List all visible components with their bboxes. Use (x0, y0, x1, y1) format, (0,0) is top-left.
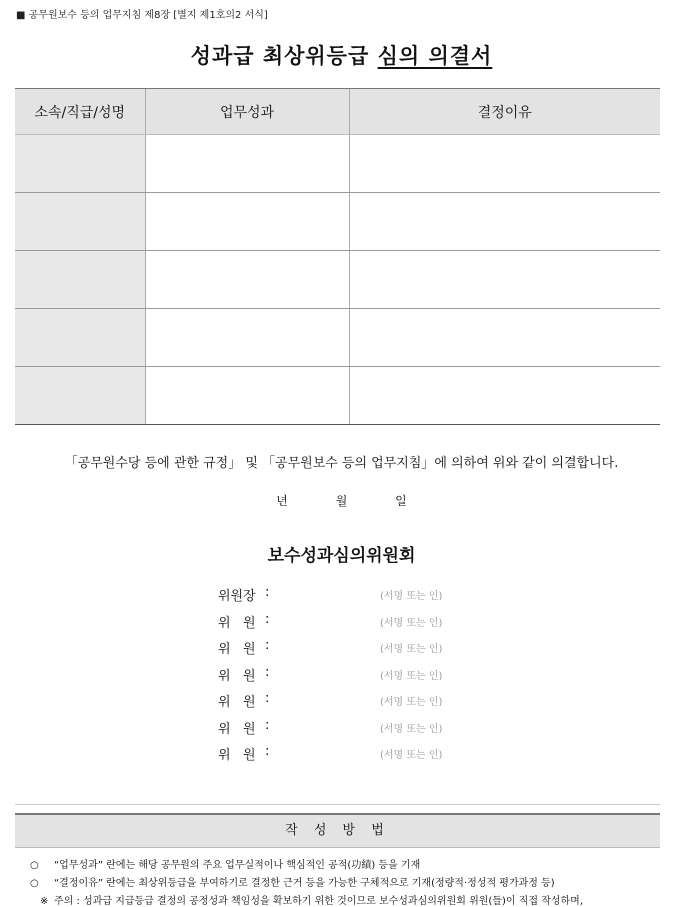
member-role: 위 원 (218, 695, 256, 710)
note-text: “업무성과” 란에는 해당 공무원의 주요 업무실적이나 핵심적인 공적(功績) 등을 기재 (54, 860, 421, 871)
member-row (218, 665, 478, 692)
table-header-row (15, 89, 660, 135)
table-row (15, 193, 660, 251)
member-row (218, 638, 478, 665)
table-row (15, 251, 660, 309)
member-row (218, 744, 478, 771)
instruction-note (40, 892, 583, 907)
bullet-icon: ○ (30, 860, 39, 871)
member-colon: : (265, 664, 270, 680)
title-part1: 성과급 최상위등급 (190, 44, 378, 68)
member-row (218, 718, 478, 745)
cell-reason[interactable] (349, 193, 660, 251)
member-row (218, 585, 478, 612)
cell-performance[interactable] (145, 135, 349, 193)
signature-field[interactable]: (서명 또는 인) (380, 723, 443, 735)
cell-performance[interactable] (145, 309, 349, 367)
header-reason: 결정이유 (349, 89, 660, 135)
section-divider (15, 804, 660, 805)
member-row (218, 612, 478, 639)
cell-affiliation[interactable] (15, 367, 145, 425)
signature-field[interactable]: (서명 또는 인) (380, 750, 443, 761)
cell-performance[interactable] (145, 367, 349, 425)
cell-performance[interactable] (145, 193, 349, 251)
table-row (15, 367, 660, 425)
member-role: 위 원 (218, 615, 256, 631)
signature-field[interactable]: (서명 또는 인) (380, 591, 443, 602)
table-row (15, 309, 660, 367)
cell-affiliation[interactable] (15, 135, 145, 193)
date-year: 년 (276, 494, 288, 508)
header-performance: 업무성과 (145, 89, 349, 135)
resolution-statement: 「공무원수당 등에 관한 규정」 및 「공무원보수 등의 업무지침」에 의하여 위와 같이 의결합니다. (64, 456, 619, 471)
member-row (218, 691, 478, 718)
bullet-icon: ○ (30, 878, 39, 889)
instructions-header: 작 성 방 법 (15, 813, 660, 848)
signature-field[interactable]: (서명 또는 인) (380, 670, 443, 682)
member-colon: : (265, 611, 270, 627)
cell-reason[interactable] (349, 367, 660, 425)
signature-field[interactable]: (서명 또는 인) (380, 617, 443, 629)
cell-reason[interactable] (349, 135, 660, 193)
evaluation-table (15, 88, 660, 425)
member-colon: : (265, 717, 270, 733)
note-text: 주의 : 성과급 지급등급 결정의 공정성과 책임성을 확보하기 위한 것이므로 보수성과심의위원회 위원(들)이 직접 작성하며, (54, 896, 584, 907)
member-role: 위 원 (218, 668, 256, 684)
cell-reason[interactable] (349, 309, 660, 367)
note-text: “결정이유” 란에는 최상위등급을 부여하기로 결정한 근거 등을 가능한 구체적으로 기재(정량적·정성적 평가과정 등) (54, 878, 555, 889)
member-colon: : (265, 744, 270, 759)
date-day: 일 (395, 494, 407, 508)
member-colon: : (265, 585, 270, 600)
form-reference: ■ 공무원보수 등의 업무지침 제8장 [별지 제1호의2 서식] (16, 10, 268, 21)
signature-field[interactable]: (서명 또는 인) (380, 697, 443, 708)
reference-mark-icon: ※ (40, 896, 49, 907)
member-role: 위 원 (218, 642, 256, 657)
signature-field[interactable]: (서명 또는 인) (380, 644, 443, 655)
document-title (0, 40, 683, 70)
date-line (0, 492, 683, 509)
member-colon: : (265, 638, 270, 653)
member-role: 위 원 (218, 748, 256, 763)
title-part2: 심의 의결서 (377, 44, 493, 68)
member-role: 위 원 (218, 721, 256, 737)
cell-reason[interactable] (349, 251, 660, 309)
member-role: 위원장 (218, 589, 256, 604)
table-row (15, 135, 660, 193)
cell-affiliation[interactable] (15, 193, 145, 251)
committee-name: 보수성과심의위원회 (267, 546, 416, 566)
member-colon: : (265, 691, 270, 706)
cell-affiliation[interactable] (15, 251, 145, 309)
cell-affiliation[interactable] (15, 309, 145, 367)
instruction-note (30, 856, 420, 871)
instruction-note (30, 874, 555, 889)
header-affiliation: 소속/직급/성명 (15, 89, 145, 135)
member-list (218, 585, 478, 771)
date-month: 월 (335, 494, 348, 508)
cell-performance[interactable] (145, 251, 349, 309)
